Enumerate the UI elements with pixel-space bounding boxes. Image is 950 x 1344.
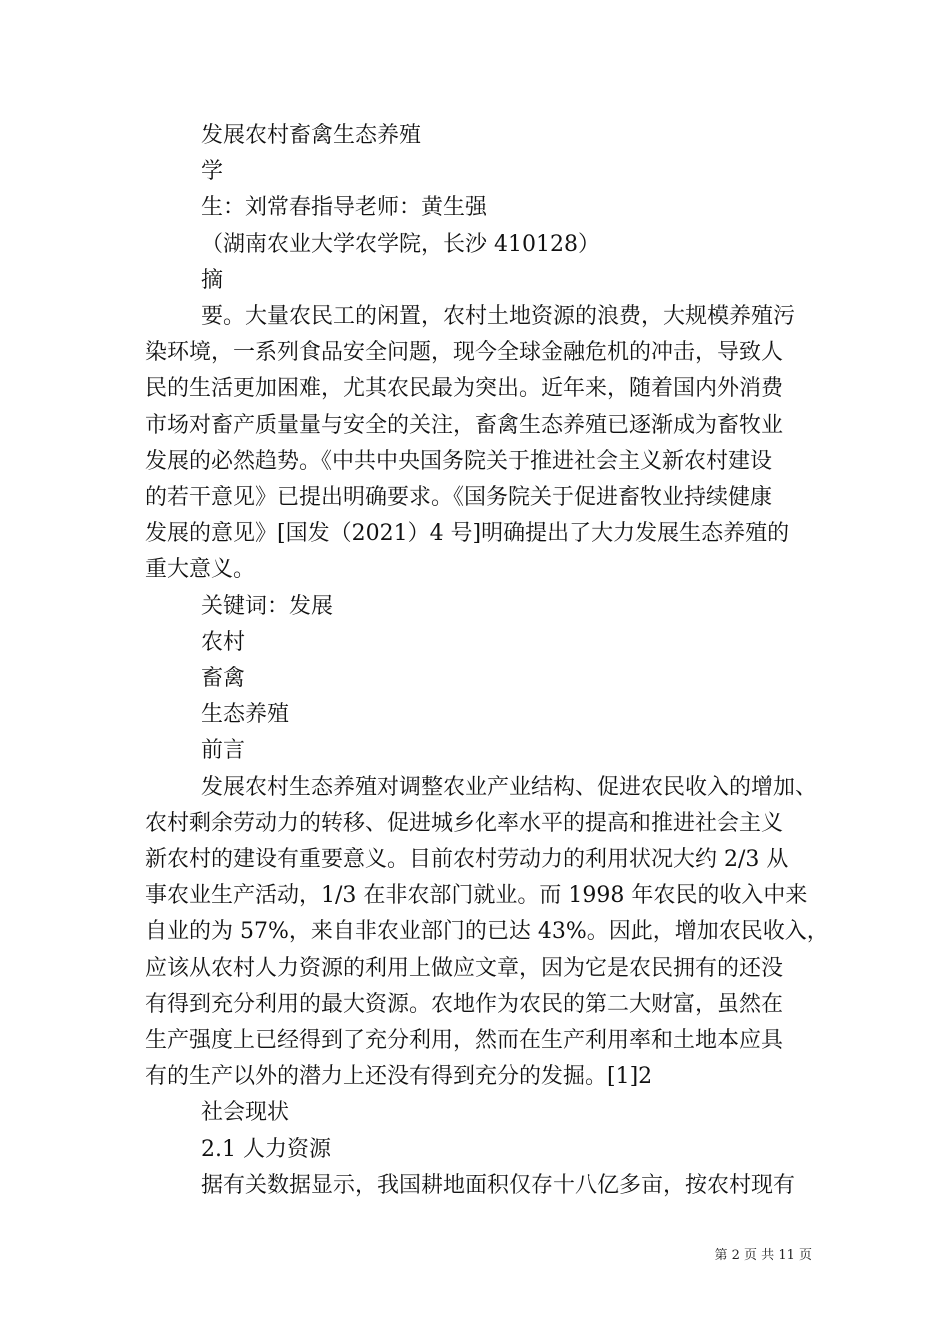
text-line-paragraph: 发展的必然趋势。《中共中央国务院关于推进社会主义新农村建设 <box>145 448 773 474</box>
text-line-paragraph: 的若干意见》已提出明确要求。《国务院关于促进畜牧业持续健康 <box>145 485 773 511</box>
text-line-paragraph: 要。大量农民工的闲置，农村土地资源的浪费，大规模养殖污 <box>201 304 796 330</box>
text-line-paragraph: 重大意义。 <box>145 557 256 583</box>
text-line-paragraph: 有得到充分利用的最大资源。农地作为农民的第二大财富，虽然在 <box>145 991 784 1017</box>
text-line-paragraph: 发展的意见》[国发（2021）4 号]明确提出了大力发展生态养殖的 <box>145 521 790 547</box>
text-line-heading: 社会现状 <box>201 1100 290 1126</box>
text-line-paragraph: 生产强度上已经得到了充分利用，然而在生产利用率和土地本应具 <box>145 1028 784 1054</box>
document-body <box>145 118 829 1204</box>
text-line-text: 摘 <box>201 267 224 293</box>
text-line-text: 生：刘常春指导老师：黄生强 <box>201 195 488 221</box>
page-footer: 第 2 页 共 11 页 <box>714 1248 812 1263</box>
text-line-paragraph: 民的生活更加困难，尤其农民最为突出。近年来，随着国内外消费 <box>145 376 784 402</box>
text-line-keyword: 农村 <box>201 629 246 655</box>
text-line-paragraph: 自业的为 57%，来自非农业部门的已达 43%。因此，增加农民收入， <box>145 919 829 945</box>
text-line-title: 发展农村畜禽生态养殖 <box>201 123 422 148</box>
text-line-paragraph: 据有关数据显示，我国耕地面积仅存十八亿多亩，按农村现有 <box>201 1172 796 1198</box>
text-line-keyword: 关键词：发展 <box>201 593 334 619</box>
text-line-text: （湖南农业大学农学院，长沙 410128） <box>201 231 600 257</box>
text-line-heading: 2.1 人力资源 <box>201 1136 331 1162</box>
text-line-paragraph: 有的生产以外的潜力上还没有得到充分的发掘。[1]2 <box>145 1064 653 1090</box>
text-line-heading: 前言 <box>201 738 246 764</box>
text-line-text: 学 <box>201 159 224 185</box>
text-line-paragraph: 发展农村生态养殖对调整农业产业结构、促进农民收入的增加、 <box>201 774 818 800</box>
text-line-keyword: 畜禽 <box>201 666 246 692</box>
text-line-paragraph: 农村剩余劳动力的转移、促进城乡化率水平的提高和推进社会主义 <box>145 810 784 836</box>
text-line-paragraph: 应该从农村人力资源的利用上做应文章，因为它是农民拥有的还没 <box>145 955 784 981</box>
text-line-paragraph: 市场对畜产质量量与安全的关注，畜禽生态养殖已逐渐成为畜牧业 <box>145 412 784 438</box>
text-line-keyword: 生态养殖 <box>201 702 290 728</box>
text-line-paragraph: 新农村的建设有重要意义。目前农村劳动力的利用状况大约 2/3 从 <box>145 847 789 873</box>
text-line-paragraph: 事农业生产活动，1/3 在非农部门就业。而 1998 年农民的收入中来 <box>145 883 808 909</box>
text-line-paragraph: 染环境，一系列食品安全问题，现今全球金融危机的冲击，导致人 <box>145 340 784 366</box>
